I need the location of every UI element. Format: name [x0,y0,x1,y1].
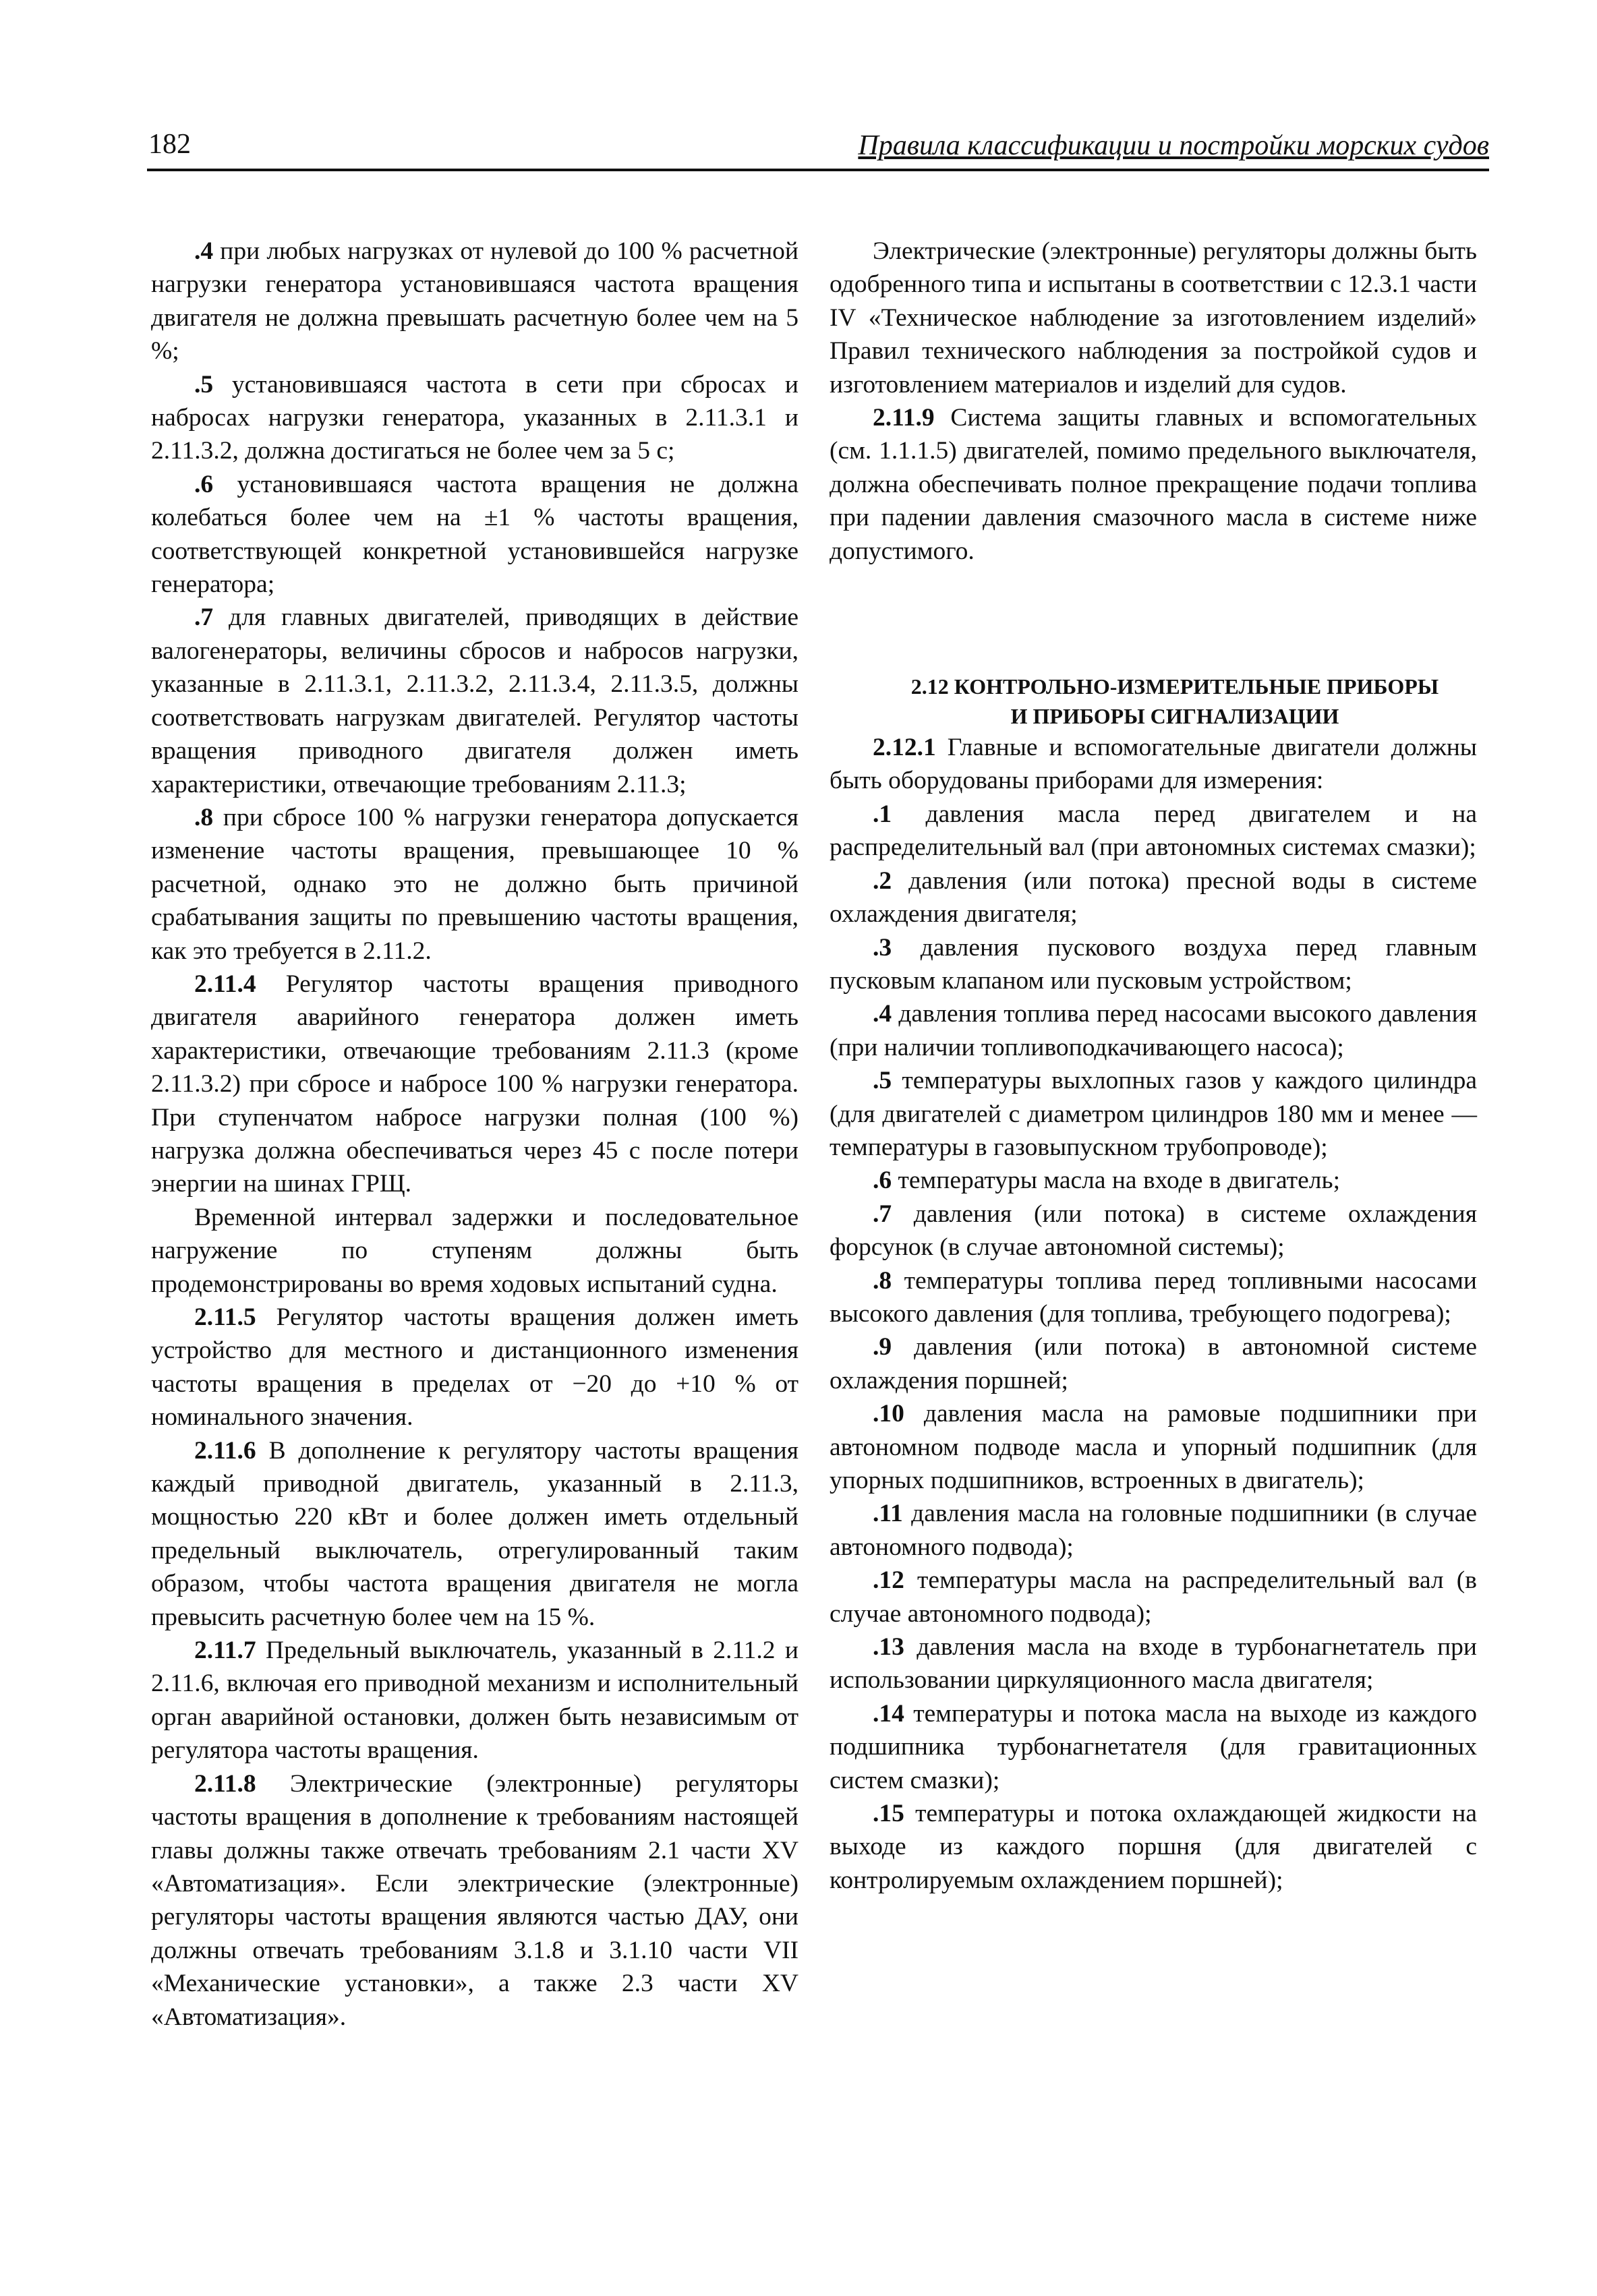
paragraph-text: Система защиты главных и вспомогательных (см. 1.1.1.5) двигателей, помимо предельного выключателя, должна обеспечивать полное прекращение подачи топлива при падении давления смазочного масла в системе ниже допустимого. [830,404,1477,565]
clause-number: .1 [873,800,892,828]
paragraph-text: Электрические (электронные) регуляторы должны быть одобренного типа и испытаны в соответствии с 12.3.1 части IV «Техническое наблюдение за изготовлением изделий» Правил технического наблюдения за постройкой судов и изготовлением материалов и изделий для судов. [830,237,1477,399]
paragraph-text: Временной интервал задержки и последовательное нагружение по ступеням должны быть продемонстрированы во время ходовых испытаний судна. [151,1203,798,1298]
section-heading [830,672,1477,731]
paragraph [151,368,798,468]
paragraph-text: температуры выхлопных газов у каждого цилиндра (для двигателей с диаметром цилиндров 180 мм и менее — температуры в газовыпускном трубопроводе); [830,1067,1477,1161]
section-heading-line-2: И ПРИБОРЫ СИГНАЛИЗАЦИИ [1010,704,1339,729]
paragraph-text: давления масла на рамовые подшипники при автономном подводе масла и упорный подшипник (для упорных подшипников, встроенных в двигатель); [830,1400,1477,1494]
paragraph-text: установившаяся частота в сети при сбросах и набросах нагрузки генератора, указанных в 2.11.3.1 и 2.11.3.2, должна достигаться не более чем за 5 с; [151,370,798,465]
paragraph-text: давления масла перед двигателем и на распределительный вал (при автономных системах смазки); [830,800,1477,862]
paragraph-text: температуры масла на входе в двигатель; [892,1167,1340,1195]
paragraph [830,1697,1477,1797]
paragraph-text: температуры топлива перед топливными насосами высокого давления (для топлива, требующего подогрева); [830,1266,1477,1328]
paragraph-text: Регулятор частоты вращения должен иметь устройство для местного и дистанционного изменения частоты вращения в пределах от −20 до +10 % от номинального значения. [151,1303,798,1432]
paragraph-text: В дополнение к регулятору частоты вращения каждый приводной двигатель, указанный в 2.11.3, мощностью 220 кВт и более должен иметь отдельный предельный выключатель, отрегулированный таким образом, чтобы частота вращения двигателя не могла превысить расчетную более чем на 15 %. [151,1436,798,1631]
clause-number: .3 [873,933,892,962]
clause-number: .7 [873,1200,892,1228]
paragraph [830,997,1477,1064]
paragraph [830,1064,1477,1164]
clause-number: .10 [873,1400,904,1428]
left-column [151,235,798,2034]
paragraph-text: при сбросе 100 % нагрузки генератора допускается изменение частоты вращения, превышающее 10 % расчетной, однако это не должно быть причиной срабатывания защиты по превышению частоты вращения, как это требуется в 2.11.2. [151,803,798,965]
paragraph [151,468,798,601]
clause-number: .11 [873,1500,903,1528]
paragraph [830,1164,1477,1197]
clause-number: .8 [194,803,214,831]
paragraph-text: Регулятор частоты вращения приводного двигателя аварийного генератора должен иметь характеристики, отвечающие требованиям 2.11.3 (кроме 2.11.3.2) при сбросе и набросе 100 % нагрузки генератора. При ступенчатом набросе нагрузки полная (100 %) нагрузка должна обеспечиваться через 45 с после потери энергии на шинах ГРЩ. [151,970,798,1198]
clause-number: .8 [873,1266,892,1295]
clause-number: .15 [873,1800,904,1828]
paragraph [151,1201,798,1301]
paragraph [151,1434,798,1634]
paragraph-text: давления масла на входе в турбонагнетатель при использовании циркуляционного масла двигателя; [830,1633,1477,1695]
paragraph-text: давления (или потока) пресной воды в системе охлаждения двигателя; [830,866,1477,929]
section-spacer [830,568,1477,672]
paragraph-text: Главные и вспомогательные двигатели должны быть оборудованы приборами для измерения: [830,734,1477,795]
clause-number: .4 [873,1000,892,1028]
paragraph [830,1797,1477,1897]
paragraph [151,1767,798,2034]
page-number: 182 [148,129,191,160]
clause-number: 2.12.1 [873,734,936,762]
paragraph [830,401,1477,568]
clause-number: 2.11.7 [194,1637,256,1665]
clause-number: .5 [194,370,214,399]
paragraph [830,1330,1477,1397]
clause-number: .9 [873,1333,892,1361]
running-header [147,125,1489,171]
paragraph-text: давления (или потока) в автономной системе охлаждения поршней; [830,1333,1477,1394]
clause-number: .6 [194,470,214,498]
paragraph [151,968,798,1201]
clause-number: .4 [194,237,214,265]
right-column [830,235,1477,1897]
paragraph [830,931,1477,998]
paragraph [830,1497,1477,1564]
clause-number: 2.11.5 [194,1303,256,1331]
paragraph-text: температуры масла на распределительный вал (в случае автономного подвода); [830,1566,1477,1628]
paragraph-text: давления масла на головные подшипники (в случае автономного подвода); [830,1500,1477,1561]
clause-number: .2 [873,866,892,895]
paragraph-text: давления топлива перед насосами высокого давления (при наличии топливоподкачивающего насоса); [830,1000,1477,1061]
paragraph [830,1397,1477,1497]
paragraph-text: давления (или потока) в системе охлаждения форсунок (в случае автономной системы); [830,1200,1477,1262]
paragraph [830,1264,1477,1331]
paragraph [151,235,798,368]
right-column-bottom [830,731,1477,1897]
paragraph-text: температуры и потока масла на выходе из каждого подшипника турбонагнетателя (для гравитационных систем смазки); [830,1699,1477,1794]
paragraph-text: для главных двигателей, приводящих в действие валогенераторы, величины сбросов и набросов нагрузки, указанные в 2.11.3.1, 2.11.3.2, 2.11.3.4, 2.11.3.5, должны соответствовать нагрузкам двигателей. Регулятор частоты вращения приводного двигателя должен иметь характеристики, отвечающие требованиям 2.11.3; [151,604,798,798]
clause-number: 2.11.4 [194,970,256,998]
clause-number: 2.11.8 [194,1769,256,1798]
paragraph [830,1630,1477,1697]
paragraph [830,235,1477,401]
paragraph-text: при любых нагрузках от нулевой до 100 % расчетной нагрузки генератора установившаяся частота вращения двигателя не должна превышать расчетную более чем на 5 %; [151,237,798,365]
clause-number: .7 [194,604,214,632]
clause-number: .6 [873,1167,892,1195]
paragraph [830,864,1477,931]
paragraph [830,731,1477,798]
paragraph-text: Электрические (электронные) регуляторы частоты вращения в дополнение к требованиям настоящей главы должны также отвечать требованиям 2.1 части XV «Автоматизация». Если электрические (электронные) регуляторы частоты вращения являются частью ДАУ, они должны отвечать требованиям 3.1.8 и 3.1.10 части VII «Механические установки», а также 2.3 части XV «Автоматизация». [151,1769,798,2031]
clause-number: .13 [873,1633,904,1661]
paragraph [151,801,798,968]
right-column-top [830,235,1477,568]
paragraph-text: давления пускового воздуха перед главным пусковым клапаном или пусковым устройством; [830,933,1477,995]
clause-number: 2.11.9 [873,404,935,432]
paragraph [151,1634,798,1767]
clause-number: 2.11.6 [194,1436,256,1465]
section-heading-line-1: 2.12 КОНТРОЛЬНО-ИЗМЕРИТЕЛЬНЫЕ ПРИБОРЫ [910,674,1439,699]
paragraph [830,1564,1477,1630]
clause-number: .12 [873,1566,904,1595]
paragraph [151,1301,798,1434]
paragraph-text: температуры и потока охлаждающей жидкости на выходе из каждого поршня (для двигателей с контролируемым охлаждением поршней); [830,1800,1477,1894]
clause-number: .14 [873,1699,904,1728]
paragraph-text: Предельный выключатель, указанный в 2.11.2 и 2.11.6, включая его приводной механизм и исполнительный орган аварийной остановки, должен быть независимым от регулятора частоты вращения. [151,1637,798,1765]
running-title: Правила классификации и постройки морских судов [858,130,1489,161]
paragraph [830,798,1477,864]
paragraph-text: установившаяся частота вращения не должна колебаться более чем на ±1 % частоты вращения, соответствующей конкретной установившейся нагрузке генератора; [151,470,798,599]
clause-number: .5 [873,1067,892,1095]
paragraph [830,1198,1477,1264]
paragraph [151,601,798,800]
